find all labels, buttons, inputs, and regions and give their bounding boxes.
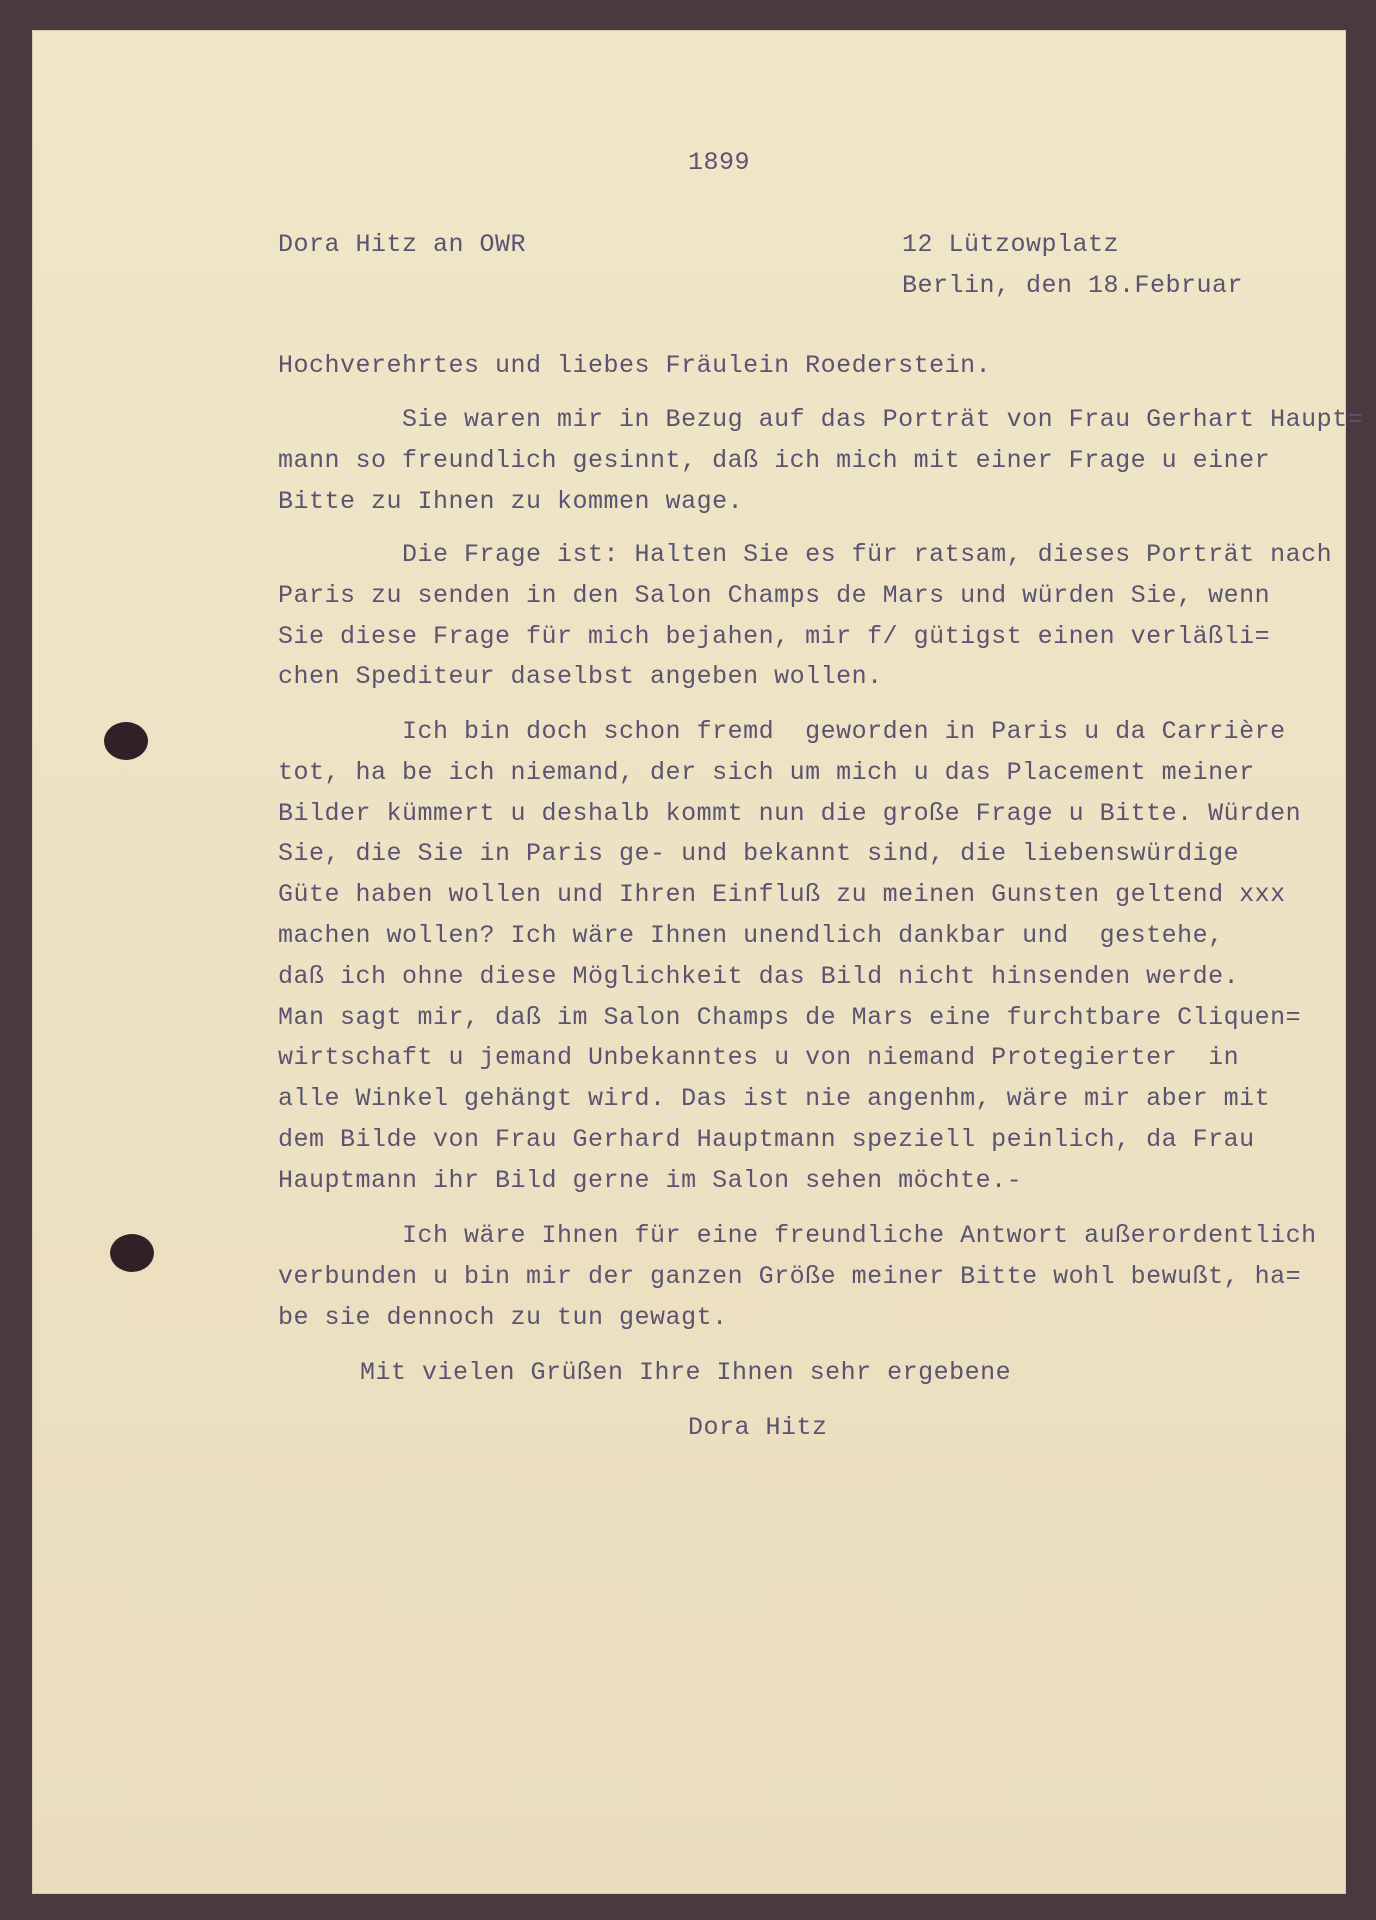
text-line: Sie diese Frage für mich bejahen, mir f/ gütigst einen verläßli= — [278, 621, 1271, 651]
paragraph-2 — [278, 535, 1332, 698]
text-line: Hauptmann ihr Bild gerne im Salon sehen möchte.- — [278, 1165, 1023, 1195]
text-line: wirtschaft u jemand Unbekanntes u von niemand Protegierter in — [278, 1043, 1240, 1073]
text-line: Man sagt mir, daß im Salon Champs de Mars eine furchtbare Cliquen= — [278, 1002, 1302, 1032]
salutation: Hochverehrtes und liebes Fräulein Roederstein. — [278, 351, 992, 380]
text-line: mann so freundlich gesinnt, daß ich mich mit einer Frage u einer — [278, 445, 1271, 475]
text-line: machen wollen? Ich wäre Ihnen unendlich dankbar und gestehe, — [278, 920, 1224, 950]
punch-hole — [104, 722, 148, 760]
letter-page — [32, 30, 1364, 1894]
text-line: Güte haben wollen und Ihren Einfluß zu meinen Gunsten geltend xxx — [278, 880, 1286, 910]
text-line: be sie dennoch zu tun gewagt. — [278, 1302, 728, 1332]
text-line: alle Winkel gehängt wird. Das ist nie angenhm, wäre mir aber mit — [278, 1084, 1271, 1114]
text-line: Bitte zu Ihnen zu kommen wage. — [278, 486, 744, 516]
address-line-1: 12 Lützowplatz — [902, 230, 1120, 259]
text-line: chen Spediteur daselbst angeben wollen. — [278, 662, 883, 692]
text-line: dem Bilde von Frau Gerhard Hauptmann speziell peinlich, da Frau — [278, 1124, 1255, 1154]
year-heading: 1899 — [688, 148, 751, 177]
signature: Dora Hitz — [688, 1413, 828, 1442]
address-line-2: Berlin, den 18.Februar — [902, 271, 1244, 300]
paragraph-3 — [278, 712, 1301, 1202]
paragraph-1 — [278, 400, 1363, 522]
text-line: Ich bin doch schon fremd geworden in Paris u da Carrière — [278, 717, 1286, 746]
punch-hole — [110, 1234, 154, 1272]
closing-line: Mit vielen Grüßen Ihre Ihnen sehr ergebene — [360, 1358, 1012, 1387]
text-line: Sie, die Sie in Paris ge- und bekannt sind, die liebenswürdige — [278, 839, 1240, 869]
text-line: Ich wäre Ihnen für eine freundliche Antwort außerordentlich — [278, 1221, 1317, 1250]
text-line: daß ich ohne diese Möglichkeit das Bild nicht hinsenden werde. — [278, 961, 1240, 991]
text-line: Bilder kümmert u deshalb kommt nun die große Frage u Bitte. Würden — [278, 798, 1302, 828]
paragraph-4 — [278, 1216, 1317, 1338]
sender-line: Dora Hitz an OWR — [278, 230, 527, 259]
text-line: Sie waren mir in Bezug auf das Porträt von Frau Gerhart Haupt= — [278, 405, 1364, 434]
text-line: Die Frage ist: Halten Sie es für ratsam, dieses Porträt nach — [278, 540, 1333, 569]
text-line: verbunden u bin mir der ganzen Größe meiner Bitte wohl bewußt, ha= — [278, 1261, 1302, 1291]
text-line: tot, ha be ich niemand, der sich um mich u das Placement meiner — [278, 757, 1255, 787]
text-line: Paris zu senden in den Salon Champs de Mars und würden Sie, wenn — [278, 580, 1271, 610]
